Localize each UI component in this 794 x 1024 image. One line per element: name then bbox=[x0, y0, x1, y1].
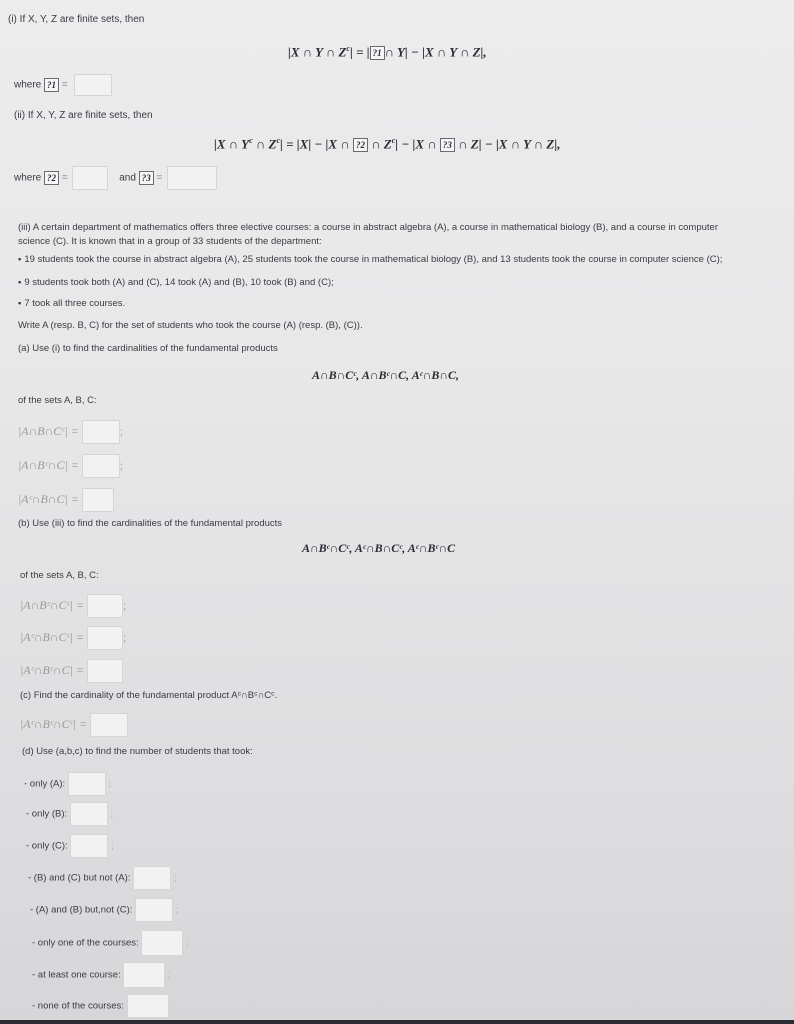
d-item-1: - only (A): ; bbox=[24, 772, 111, 796]
d-item-1-input[interactable] bbox=[68, 772, 106, 796]
a-item-2: |A∩Bᶜ∩C| = ; bbox=[18, 454, 123, 478]
d-item-2-input[interactable] bbox=[70, 802, 108, 826]
part-ii-formula: |X ∩ $Y^c$ ∩ $Z^c| = |X| - |X$ ∩ ?2 ∩ $Z^c| - |X$ ∩ ?3 ∩ Z| − |X ∩ Y ∩ Z|, bbox=[214, 136, 561, 152]
d-item-8: - none of the courses: bbox=[32, 994, 169, 1018]
part-i-formula: |X ∩ Y ∩ $Z^c|$ = | ?1 ∩ Y| − |X ∩ Y ∩ Z|, bbox=[288, 44, 487, 60]
part-a-products: A∩B∩Cᶜ, A∩Bᶜ∩C, Aᶜ∩B∩C, bbox=[312, 368, 460, 382]
part-b-products: A∩Bᶜ∩Cᶜ, Aᶜ∩B∩Cᶜ, Aᶜ∩Bᶜ∩C bbox=[302, 541, 456, 555]
q3-label: ?3 bbox=[139, 171, 154, 185]
part-b-of-sets: of the sets A, B, C: bbox=[20, 570, 99, 581]
write-line: Write A (resp. B, C) for the set of students who took the course (A) (resp. (B), (C)). bbox=[18, 320, 363, 331]
a-item-1-input[interactable] bbox=[82, 420, 120, 444]
bottom-edge bbox=[0, 1020, 794, 1024]
part-a-of-sets: of the sets A, B, C: bbox=[18, 395, 97, 406]
d-item-3: - only (C): ; bbox=[26, 834, 114, 858]
b-item-1-input[interactable] bbox=[87, 594, 123, 618]
q2-in-formula: ?2 bbox=[353, 138, 368, 152]
q1-label: ?1 bbox=[44, 78, 59, 92]
b-item-2: |Aᶜ∩B∩Cᶜ| = ; bbox=[20, 626, 126, 650]
d-item-4-input[interactable] bbox=[133, 866, 171, 890]
a-item-1: |A∩B∩Cᶜ| = ; bbox=[18, 420, 123, 444]
part-ii-intro: (ii) If X, Y, Z are finite sets, then bbox=[14, 110, 153, 121]
c-item-input[interactable] bbox=[90, 713, 128, 737]
a-item-3: |Aᶜ∩B∩C| = bbox=[18, 488, 114, 512]
part-d-label: (d) Use (a,b,c) to find the number of students that took: bbox=[22, 746, 253, 757]
part-c-label: (c) Find the cardinality of the fundamental product Aᶜ∩Bᶜ∩Cᶜ. bbox=[20, 690, 278, 701]
part-a-label: (a) Use (i) to find the cardinalities of the fundamental products bbox=[18, 343, 278, 354]
c-item: |Aᶜ∩Bᶜ∩Cᶜ| = bbox=[20, 713, 128, 737]
part-b-label: (b) Use (iii) to find the cardinalities of the fundamental products bbox=[18, 518, 283, 529]
q2-label: ?2 bbox=[44, 171, 59, 185]
d-item-7-input[interactable] bbox=[123, 962, 165, 988]
where-q1-row: where ?1 = bbox=[14, 74, 112, 96]
d-item-2: - only (B): ; bbox=[26, 802, 113, 826]
b-item-2-input[interactable] bbox=[87, 626, 123, 650]
part-iii-intro-2: science (C). It is known that in a group of 33 students of the department: bbox=[18, 236, 322, 247]
q3-in-formula: ?3 bbox=[440, 138, 455, 152]
bullet-3: • 7 took all three courses. bbox=[18, 298, 126, 309]
part-iii-intro: (iii) A certain department of mathematics offers three elective courses: a course in abstract algebra (A), a course in mathematical biology (B), and a course in computer bbox=[18, 222, 718, 233]
d-item-3-input[interactable] bbox=[70, 834, 108, 858]
b-item-3: |Aᶜ∩Bᶜ∩C| = bbox=[20, 659, 123, 683]
q3-input[interactable] bbox=[167, 166, 217, 190]
q1-input[interactable] bbox=[74, 74, 112, 96]
d-item-6-input[interactable] bbox=[141, 930, 183, 956]
d-item-5: - (A) and (B) but,not (C): ; bbox=[30, 898, 178, 922]
a-item-3-input[interactable] bbox=[82, 488, 114, 512]
bullet-2: • 9 students took both (A) and (C), 14 took (A) and (B), 10 took (B) and (C); bbox=[18, 277, 334, 288]
d-item-6: - only one of the courses: ; bbox=[32, 930, 189, 956]
q2-input[interactable] bbox=[72, 166, 108, 190]
b-item-1: |A∩Bᶜ∩Cᶜ| = ; bbox=[20, 594, 126, 618]
d-item-4: - (B) and (C) but not (A): ; bbox=[28, 866, 176, 890]
b-item-3-input[interactable] bbox=[87, 659, 123, 683]
where-q2-q3-row: where ?2 = and ?3 = bbox=[14, 166, 217, 190]
part-i-intro: (i) If X, Y, Z are finite sets, then bbox=[8, 14, 145, 25]
q1-placeholder: ?1 bbox=[370, 46, 385, 60]
d-item-5-input[interactable] bbox=[135, 898, 173, 922]
a-item-2-input[interactable] bbox=[82, 454, 120, 478]
d-item-7: - at least one course: ; bbox=[32, 962, 171, 988]
d-item-8-input[interactable] bbox=[127, 994, 169, 1018]
bullet-1: • 19 students took the course in abstract algebra (A), 25 students took the course in mathematical biology (B), and 13 students took the course in computer science (C); bbox=[18, 254, 723, 265]
